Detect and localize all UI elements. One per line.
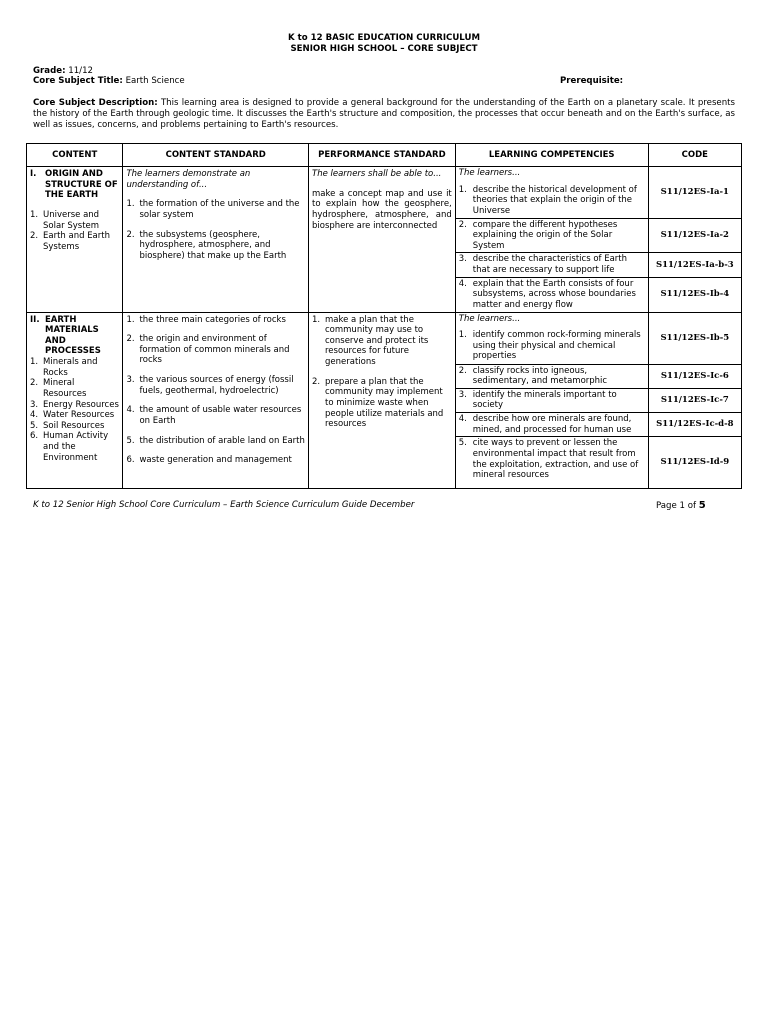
description-label: Core Subject Description: <box>33 98 158 108</box>
competency-cell <box>455 437 648 489</box>
list-item: 3. the various sources of energy (fossil fuels, geothermal, hydroelectric) <box>126 375 294 396</box>
header-content: CONTENT <box>27 144 123 167</box>
section-1-topics <box>30 210 119 253</box>
competency-code: S11/12ES-Ia-b-3 <box>648 253 741 277</box>
performance-standard-intro: The learners shall be able to... <box>312 169 442 179</box>
competency-code: S11/12ES-Ic-6 <box>648 364 741 388</box>
competency-cell <box>455 388 648 412</box>
competency-intro: The learners... <box>458 168 521 178</box>
section-2-title: EARTH MATERIALS AND PROCESSES <box>45 314 101 357</box>
section-2-heading <box>30 315 119 358</box>
subject-title-label: Core Subject Title: <box>33 76 123 86</box>
grade-value: 11/12 <box>68 66 94 76</box>
section-1-title: ORIGIN AND STRUCTURE OF THE EARTH <box>45 169 118 201</box>
competency-item: 1. describe the historical development of theories that explain the origin of the Universe <box>458 184 637 216</box>
content-standard-list <box>126 199 305 261</box>
list-item: 4. Water Resources <box>30 410 115 421</box>
curriculum-subtitle: SENIOR HIGH SCHOOL – CORE SUBJECT <box>290 44 478 54</box>
performance-standard-text: make a concept map and use it to explain how the geosphere, hydrosphere, atmosphere, and biosphere are interconnected <box>312 188 452 231</box>
competency-code: S11/12ES-Ia-1 <box>648 167 741 219</box>
competency-cell <box>455 277 648 312</box>
competency-code: S11/12ES-Id-9 <box>648 437 741 489</box>
competency-item: 5. cite ways to prevent or lessen the environmental impact that result from the exploitation, extraction, and use of mineral resources <box>458 438 639 481</box>
table-row <box>27 312 742 364</box>
page-total: 5 <box>698 500 706 511</box>
competency-cell <box>455 312 648 364</box>
prerequisite-label: Prerequisite: <box>560 76 624 86</box>
competency-code: S11/12ES-Ib-4 <box>648 277 741 312</box>
content-standard-cell-section-2 <box>123 312 309 489</box>
content-cell-section-2 <box>27 312 123 489</box>
curriculum-title: K to 12 BASIC EDUCATION CURRICULUM <box>287 33 481 43</box>
competency-item: 4. describe how ore minerals are found, mined, and processed for human use <box>458 414 632 435</box>
list-item: 2. the subsystems (geosphere, hydrosphere, atmosphere, and biosphere) that make up the Earth <box>126 229 287 261</box>
list-item: 1. Universe and Solar System <box>30 209 100 231</box>
list-item: 6. waste generation and management <box>126 455 292 466</box>
content-cell-section-1 <box>27 167 123 313</box>
competency-item: 2. compare the different hypotheses explaining the origin of the Solar System <box>458 219 618 251</box>
list-item: 1. the three main categories of rocks <box>126 314 286 325</box>
performance-standard-cell-section-2 <box>309 312 456 489</box>
competency-code: S11/12ES-Ic-d-8 <box>648 413 741 437</box>
subject-description <box>33 98 735 131</box>
competency-code: S11/12ES-Ic-7 <box>648 388 741 412</box>
list-item: 6. Human Activity and the Environment <box>30 431 109 463</box>
list-item: 3. Energy Resources <box>30 399 119 410</box>
header-content-standard: CONTENT STANDARD <box>123 144 309 167</box>
performance-standard-cell-section-1 <box>309 167 456 313</box>
competency-cell <box>455 167 648 219</box>
table-header-row <box>27 144 742 167</box>
header-code: CODE <box>648 144 741 167</box>
list-item: 2. Earth and Earth Systems <box>30 231 110 252</box>
table-row <box>27 167 742 219</box>
competency-cell <box>455 413 648 437</box>
header-performance-standard: PERFORMANCE STANDARD <box>309 144 456 167</box>
content-standard-cell-section-1 <box>123 167 309 313</box>
curriculum-table <box>26 143 742 489</box>
list-item: 5. Soil Resources <box>30 420 105 431</box>
list-item: 1. Minerals and Rocks <box>30 357 98 378</box>
content-standard-list <box>126 315 305 466</box>
list-item: 1. the formation of the universe and the solar system <box>126 199 300 220</box>
competency-intro: The learners... <box>458 313 521 324</box>
section-1-heading <box>30 169 119 201</box>
subject-title-line <box>33 76 185 87</box>
header-learning-competencies: LEARNING COMPETENCIES <box>455 144 648 167</box>
competency-item: 3. describe the characteristics of Earth that are necessary to support life <box>458 254 628 275</box>
competency-item: 2. classify rocks into igneous, sedimentary, and metamorphic <box>458 365 608 387</box>
section-1-numeral: I. <box>30 169 37 179</box>
list-item: 2. Mineral Resources <box>30 378 87 399</box>
performance-standard-list <box>312 315 452 430</box>
list-item: 2. prepare a plan that the community may implement to minimize waste when people utilize materials and resources <box>312 376 444 430</box>
footer-text: K to 12 Senior High School Core Curriculum – Earth Science Curriculum Guide December <box>33 500 415 510</box>
page-number <box>656 500 706 513</box>
section-2-numeral: II. <box>30 314 40 325</box>
subject-title-value: Earth Science <box>125 76 185 86</box>
competency-cell <box>455 364 648 388</box>
list-item: 5. the distribution of arable land on Earth <box>126 435 305 446</box>
competency-code: S11/12ES-Ib-5 <box>648 312 741 364</box>
competency-code: S11/12ES-Ia-2 <box>648 218 741 253</box>
description-text: This learning area is designed to provide a general background for the understanding of the Earth on a planetary scale. It presents the history of the Earth through geologic time. It discusses the Earth's structure and composition, the processes that occur beneath and on the Earth's surface, as well as issues, concerns, and problems pertaining to Earth's resources. <box>33 98 735 130</box>
page-number-prefix: Page 1 of <box>656 501 697 511</box>
competency-item: 4. explain that the Earth consists of four subsystems, across whose boundaries matter and energy flow <box>458 278 636 310</box>
competency-item: 3. identify the minerals important to society <box>458 389 617 411</box>
list-item: 2. the origin and environment of formation of common minerals and rocks <box>126 334 290 366</box>
competency-cell <box>455 253 648 277</box>
section-2-topics <box>30 357 119 463</box>
list-item: 4. the amount of usable water resources on Earth <box>126 405 302 426</box>
competency-cell <box>455 218 648 253</box>
grade-label: Grade: <box>33 66 66 76</box>
competency-item: 1. identify common rock-forming minerals using their physical and chemical properties <box>458 330 641 362</box>
content-standard-intro: The learners demonstrate an understanding of... <box>126 169 251 190</box>
list-item: 1. make a plan that the community may use to conserve and protect its resources for future generations <box>312 314 429 367</box>
